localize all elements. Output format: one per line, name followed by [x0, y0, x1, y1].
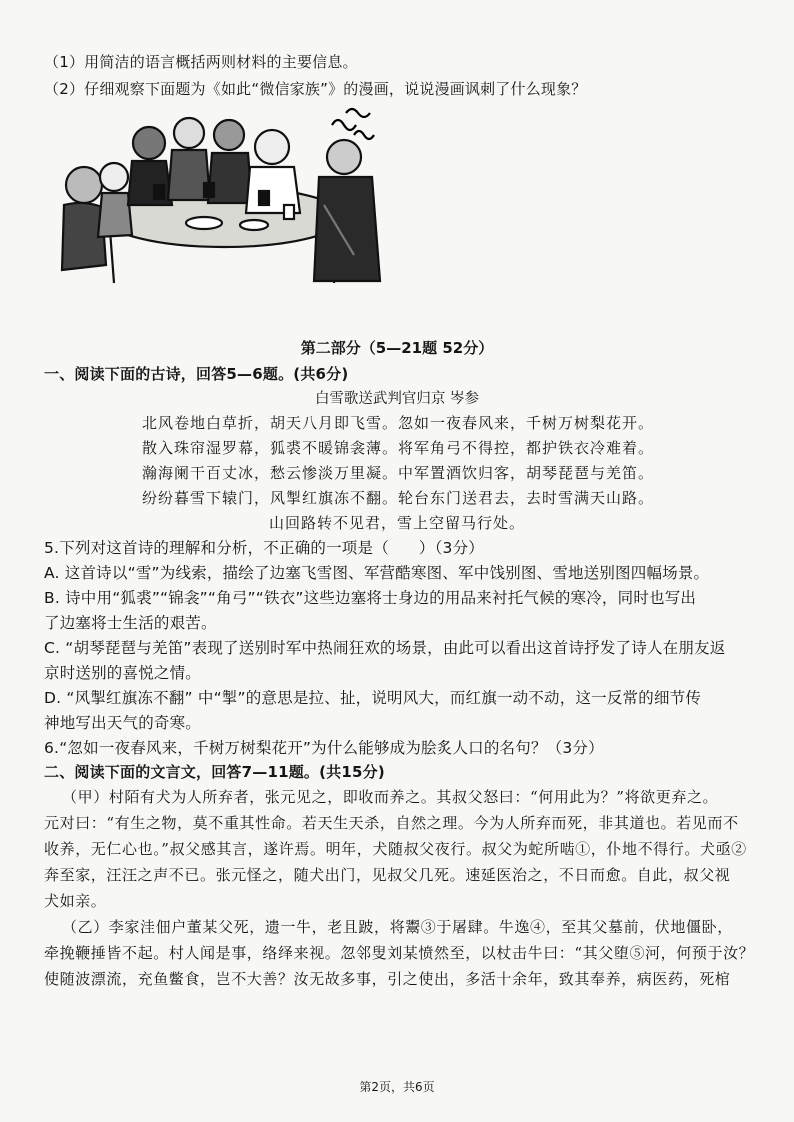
question-1: （1）用简洁的语言概括两则材料的主要信息。: [44, 53, 358, 71]
section-2-heading: 二、阅读下面的文言文，回答7—11题。(共15分): [44, 763, 385, 781]
poem-line: 山回路转不见君，雪上空留马行处。: [268, 514, 525, 532]
passage-jia-line: 奔至家，汪汪之声不已。张元怪之，随犬出门，见叔父几死。速延医治之，不日而愈。自此，叔父视: [44, 866, 731, 884]
wechat-family-cartoon: [54, 105, 390, 291]
option-c-cont: 京时送别的喜悦之情。: [44, 664, 202, 682]
option-d: D. “风掣红旗冻不翻” 中“掣”的意思是拉、扯，说明风大，而红旗一动不动，这一反常的细节传: [44, 689, 702, 707]
question-5-stem: [44, 536, 484, 558]
option-b-cont: 了边塞将士生活的艰苦。: [44, 614, 217, 632]
passage-jia-line: 收养，无仁心也。”叔父感其言，遂许焉。明年，犬随叔父夜行。叔父为蛇所啮①，仆地不得行。犬亟②: [44, 840, 747, 858]
passage-jia-line: （甲）村陌有犬为人所弃者，张元见之，即收而养之。其叔父怒曰：“何用此为？”将欲更弃之。: [62, 788, 719, 806]
option-c: C. “胡琴琵琶与羌笛”表现了送别时军中热闹狂欢的场景，由此可以看出这首诗抒发了诗人在朋友返: [44, 639, 726, 657]
question-6: 6.“忽如一夜春风来，千树万树梨花开”为什么能够成为脍炙人口的名句？（3分）: [44, 739, 604, 757]
section-1-heading: 一、阅读下面的古诗，回答5—6题。(共6分): [44, 365, 349, 383]
poem-line: 纷纷暮雪下辕门，风掣红旗冻不翻。轮台东门送君去，去时雪满天山路。: [142, 489, 655, 507]
poem-line: 北风卷地白草折，胡天八月即飞雪。忽如一夜春风来，千树万树梨花开。: [142, 414, 655, 432]
passage-jia-line: 元对曰：“有生之物，莫不重其性命。若天生天杀，自然之理。今为人所弃而死，非其道也。若见而不: [44, 814, 739, 832]
passage-yi-line: 牵挽鞭捶皆不起。村人闻是事，络绎来视。忽邻叟刘某愤然至，以杖击牛曰：“其父堕⑤河，何预于汝？: [44, 944, 755, 962]
passage-yi-line: （乙）李家洼佃户董某父死，遗一牛，老且跛，将鬻③于屠肆。牛逸④，至其父墓前，伏地僵卧，: [62, 918, 733, 936]
question-5-stem-b: ）（3分）: [418, 539, 485, 557]
question-2: （2）仔细观察下面题为《如此“微信家族”》的漫画，说说漫画讽刺了什么现象？: [44, 80, 587, 98]
option-b: B. 诗中用“狐裘”“锦衾”“角弓”“铁衣”这些边塞将士身边的用品来衬托气候的寒冷，同时也写出: [44, 589, 697, 607]
page-footer: 第2页，共6页: [359, 1080, 435, 1094]
poem-line: 瀚海阑干百丈冰，愁云惨淡万里凝。中军置酒饮归客，胡琴琵琶与羌笛。: [142, 464, 655, 482]
question-5-stem-a: 5.下列对这首诗的理解和分析，不正确的一项是（: [44, 539, 389, 557]
part-two-title: 第二部分（5—21题 52分）: [300, 339, 494, 357]
passage-yi-line: 使随波漂流，充鱼鳖食，岂不大善？汝无故多事，引之使出，多活十余年，致其奉养，病医药，死棺: [44, 970, 731, 988]
passage-jia-line: 犬如亲。: [44, 892, 107, 910]
poem-title: 白雪歌送武判官归京 岑参: [314, 391, 480, 407]
poem-line: 散入珠帘湿罗幕，狐裘不暖锦衾薄。将军角弓不得控，都护铁衣冷难着。: [142, 439, 655, 457]
option-a: A. 这首诗以“雪”为线索，描绘了边塞飞雪图、军营酷寒图、军中饯别图、雪地送别图四幅场景。: [44, 564, 710, 582]
option-d-cont: 神地写出天气的奇寒。: [44, 714, 202, 732]
